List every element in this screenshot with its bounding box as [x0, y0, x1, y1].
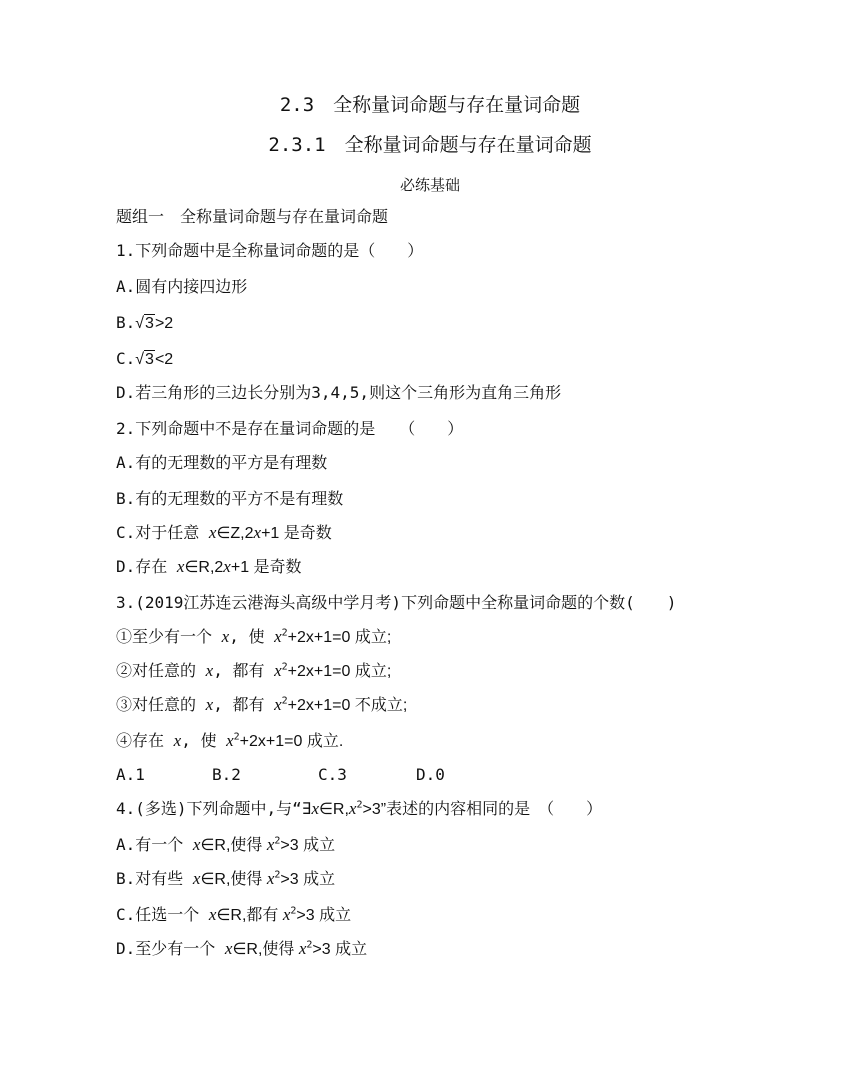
math-var: x [253, 523, 262, 542]
q2-option-b: B.有的无理数的平方不是有理数 [116, 489, 344, 508]
math-var: x [205, 695, 214, 714]
text: >3 成立 [280, 871, 336, 888]
q1-option-a: A.圆有内接四边形 [116, 277, 248, 296]
text: ∈R,使得 [200, 871, 267, 888]
exponent: 2 [274, 835, 281, 847]
q4-option-b [116, 868, 335, 891]
q3-option-a: A.1 [116, 765, 145, 784]
exponent: 2 [281, 661, 288, 673]
text: >3 成立 [280, 837, 336, 854]
text: >3 成立 [312, 941, 368, 958]
math-var: x [274, 695, 282, 714]
sqrt-symbol: √3 [135, 315, 154, 332]
q4-option-c [116, 904, 351, 927]
sqrt-symbol: √3 [135, 351, 154, 368]
math-var: x [208, 905, 217, 924]
math-var: x [192, 869, 201, 888]
q4-option-d [116, 938, 367, 961]
exponent: 2 [290, 905, 297, 917]
text: ∈R,都有 [216, 907, 283, 924]
q1-option-c-rest: <2 [154, 351, 174, 368]
q4-stem [116, 798, 602, 821]
q1-option-d: D.若三角形的三边长分别为3,4,5,则这个三角形为直角三角形 [116, 383, 562, 402]
q1-option-c-label: C. [116, 349, 136, 368]
math-var: x [192, 835, 201, 854]
q1-stem: 1.下列命题中是全称量词命题的是（ ） [116, 241, 424, 260]
text: ②对任意的 [116, 661, 206, 680]
group-title: 题组一 全称量词命题与存在量词命题 [116, 207, 389, 226]
math-var: x [205, 661, 214, 680]
text: 4.(多选)下列命题中,与“∃ [116, 799, 312, 818]
q1-option-b-radicand: 3 [145, 315, 154, 332]
math-var: x [224, 939, 233, 958]
subsection-title: 2.3.1 全称量词命题与存在量词命题 [268, 134, 592, 156]
exponent: 2 [281, 627, 288, 639]
q2-option-a: A.有的无理数的平方是有理数 [116, 453, 328, 472]
math-var: x [221, 627, 230, 646]
q1-option-b [116, 312, 173, 335]
text: >3”表述的内容相同的是 （ ） [362, 801, 603, 818]
q1-option-b-label: B. [116, 313, 136, 332]
math-var: x [274, 661, 282, 680]
text: D.存在 [116, 557, 177, 576]
exponent: 2 [356, 799, 363, 811]
exponent: 2 [281, 695, 288, 707]
q3-item-1: ①至少有一个 x, 使 $x^2+2x+1=0$ 成立; [116, 627, 392, 646]
section-title: 2.3 全称量词命题与存在量词命题 [279, 94, 581, 116]
q2-option-c [116, 522, 332, 545]
math-var: x [311, 799, 319, 818]
text: ∈Z,2 [216, 525, 254, 542]
math-var: x [298, 939, 307, 958]
text: +2x+1=0 成立; [287, 629, 392, 646]
text: D.至少有一个 [116, 939, 225, 958]
math-var: x [226, 731, 234, 750]
q3-item-3: ③对任意的 x, 都有 $x^2+2x+1=0$ 不成立; [116, 695, 408, 714]
math-var: x [223, 557, 231, 576]
text: +2x+1=0 成立; [287, 663, 392, 680]
math-var: x [266, 835, 275, 854]
text: C.对于任意 [116, 523, 209, 542]
math-var: x [348, 799, 357, 818]
q3-option-d: D.0 [416, 765, 445, 784]
text: +1 是奇数 [261, 525, 332, 542]
text: A.有一个 [116, 835, 193, 854]
q3-option-c: C.3 [318, 765, 347, 784]
q3-option-b: B.2 [212, 765, 241, 784]
text: ∈R,2 [184, 559, 224, 576]
q2-stem: 2.下列命题中不是存在量词命题的是 （ ） [116, 419, 464, 438]
math-var: x [282, 905, 291, 924]
q3-item-2: ②对任意的 x, 都有 $x^2+2x+1=0$ 成立; [116, 661, 392, 680]
level-label: 必练基础 [399, 176, 460, 194]
text: ∈R, [318, 801, 349, 818]
math-var: x [266, 869, 275, 888]
text: ④存在 [116, 731, 174, 750]
text: B.对有些 [116, 869, 193, 888]
q2-option-d [116, 556, 302, 579]
text: >3 成立 [296, 907, 352, 924]
text: ③对任意的 [116, 695, 206, 714]
q3-options [116, 764, 445, 786]
text: ①至少有一个 [116, 627, 222, 646]
q3-item-4: ④存在 x, 使 $x^2+2x+1=0$ 成立. [116, 731, 344, 750]
exponent: 2 [306, 939, 313, 951]
text: C.任选一个 [116, 905, 209, 924]
text: ∈R,使得 [232, 941, 299, 958]
math-var: x [176, 557, 185, 576]
exponent: 2 [233, 731, 240, 743]
q1-option-c [116, 348, 173, 371]
math-var: x [173, 731, 182, 750]
q4-option-a [116, 834, 335, 857]
text: +1 是奇数 [230, 559, 302, 576]
math-var: x [208, 523, 217, 542]
exponent: 2 [274, 869, 281, 881]
math-var: x [274, 627, 282, 646]
text: ∈R,使得 [200, 837, 267, 854]
text: +2x+1=0 成立. [239, 733, 344, 750]
q3-stem: 3.(2019江苏连云港海头高级中学月考)下列命题中全称量词命题的个数( ) [116, 593, 677, 612]
text: +2x+1=0 不成立; [287, 697, 408, 714]
q1-option-b-rest: >2 [154, 315, 174, 332]
q1-option-c-radicand: 3 [145, 351, 154, 368]
